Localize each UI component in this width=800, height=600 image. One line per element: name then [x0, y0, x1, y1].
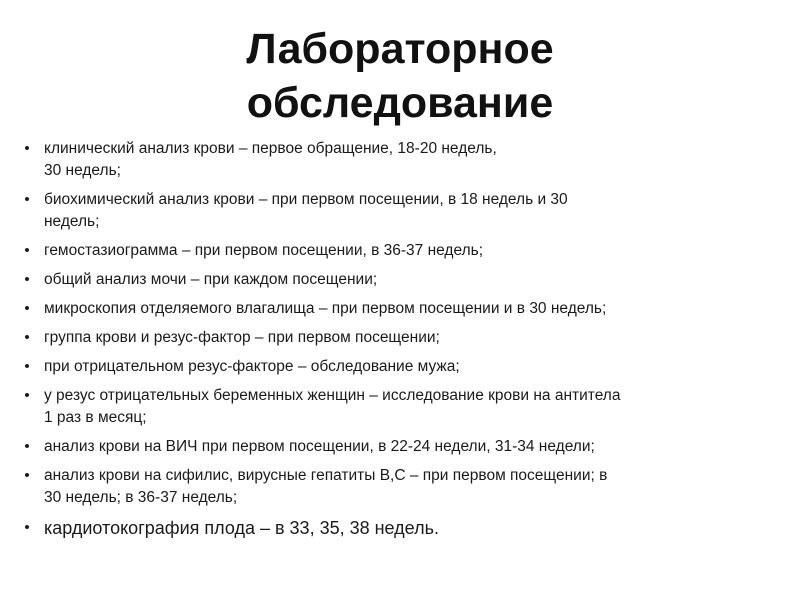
list-item-text: общий анализ мочи – при каждом посещении; [44, 271, 378, 288]
list-item-text: кардиотокография плода – в 33, 35, 38 недель. [44, 518, 439, 538]
list-item-text: гемостазиограмма – при первом посещении, в 36-37 недель; [44, 242, 484, 259]
list-item [20, 516, 785, 540]
list-item [20, 327, 785, 349]
list-item-text: при отрицательном резус-факторе – обследование мужа; [44, 358, 460, 375]
bullet-dot-icon: • [24, 242, 30, 259]
bullet-dot-icon: • [24, 358, 30, 375]
list-item-text: анализ крови на сифилис, вирусные гепатиты В,С – при первом посещении; в 30 недель; в 36-37 недель; [44, 467, 608, 506]
bullet-dot-icon: • [24, 140, 30, 157]
title-line-1: Лабораторное [246, 25, 554, 73]
list-item-text: у резус отрицательных беременных женщин – исследование крови на антитела 1 раз в месяц; [44, 387, 621, 426]
page-title [0, 22, 800, 130]
list-item-text: группа крови и резус-фактор – при первом посещении; [44, 329, 440, 346]
list-item [20, 138, 785, 182]
bullet-dot-icon: • [24, 271, 30, 288]
bullet-dot-icon: • [24, 387, 30, 404]
list-item-text: биохимический анализ крови – при первом посещении, в 18 недель и 30 недель; [44, 191, 568, 230]
bullet-dot-icon: • [24, 300, 30, 317]
list-item-text: клинический анализ крови – первое обращение, 18-20 недель, 30 недель; [44, 140, 497, 179]
list-item [20, 436, 785, 458]
list-item [20, 385, 785, 429]
bullet-dot-icon: • [24, 467, 30, 484]
bullet-dot-icon: • [24, 191, 30, 208]
list-item [20, 356, 785, 378]
title-line-2: обследование [246, 79, 554, 127]
bullet-dot-icon: • [24, 329, 30, 346]
list-item-text: анализ крови на ВИЧ при первом посещении, в 22-24 недели, 31-34 недели; [44, 438, 595, 455]
list-item [20, 189, 785, 233]
list-item-text: микроскопия отделяемого влагалища – при первом посещении и в 30 недель; [44, 300, 607, 317]
bullet-list [20, 138, 785, 547]
list-item [20, 269, 785, 291]
list-item [20, 465, 785, 509]
bullet-dot-icon: • [24, 519, 30, 536]
list-item [20, 240, 785, 262]
bullet-dot-icon: • [24, 438, 30, 455]
list-item [20, 298, 785, 320]
